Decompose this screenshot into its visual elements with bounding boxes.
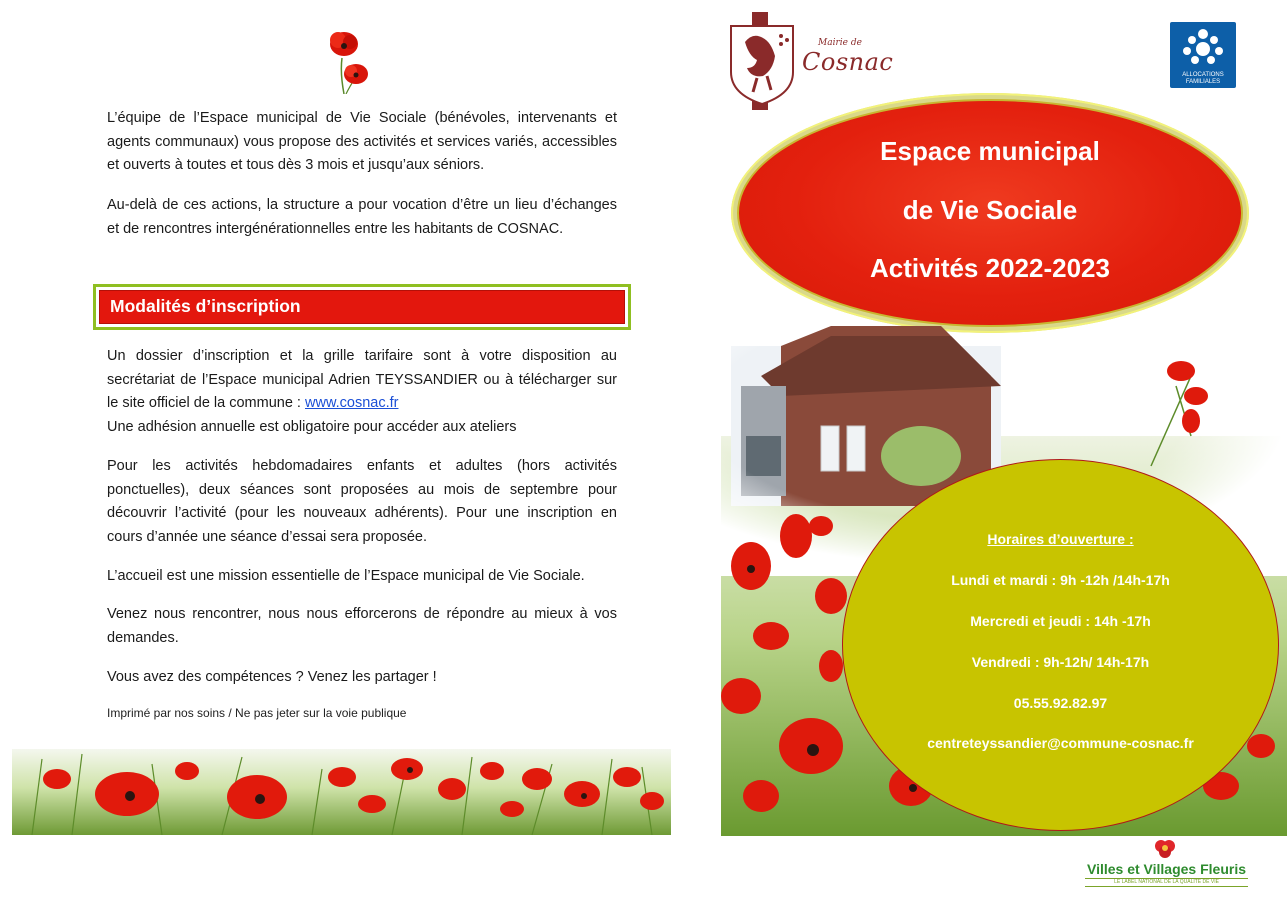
vvf-flower-icon (1153, 838, 1177, 860)
skills-paragraph: Vous avez des compétences ? Venez les partager ! (107, 669, 437, 685)
vvf-label-tagline: LE LABEL NATIONAL DE LA QUALITÉ DE VIE (1085, 878, 1248, 887)
caf-label: ALLOCATIONS FAMILIALES (1182, 72, 1224, 85)
mairie-small-text: Mairie de (818, 38, 862, 48)
welcome-paragraph: L’accueil est une mission essentielle de l’Espace municipal de Vie Sociale. (107, 568, 585, 584)
intro-paragraph: L’équipe de l’Espace municipal de Vie Sociale (bénévoles, intervenants et agents communaux) vous propose des activités et services variés, accessibles et ouverts à toutes et tous dès 3 mois et jusqu’aux séniors. (107, 110, 617, 173)
opening-hours-circle (842, 459, 1279, 831)
email-address: centreteyssandier@commune-cosnac.fr (927, 735, 1194, 751)
vvf-label-name: Villes et Villages Fleuris (1087, 861, 1247, 877)
title-line-2: de Vie Sociale (902, 195, 1078, 225)
print-footnote: Imprimé par nos soins / Ne pas jeter sur la voie publique (107, 706, 407, 720)
vocation-paragraph: Au-delà de ces actions, la structure a pour vocation d’être un lieu d’échanges et de rencontres intergénérationnelles entre les habitants de COSNAC. (107, 197, 617, 237)
registration-text: Un dossier d’inscription et la grille tarifaire sont à votre disposition au secrétariat de l’Espace municipal Adrien TEYSSANDIER ou à télécharger sur le site officiel de la commune : (107, 348, 617, 411)
section-header (93, 284, 631, 330)
hours-heading: Horaires d’ouverture : (987, 531, 1134, 547)
hours-monday-tuesday: Lundi et mardi : 9h -12h /14h-17h (951, 572, 1170, 588)
website-link[interactable]: www.cosnac.fr (305, 395, 399, 411)
registration-paragraph (107, 345, 617, 439)
meet-paragraph: Venez nous rencontrer, nous nous efforcerons de répondre au mieux à vos demandes. (107, 606, 617, 646)
poppy-illustration (320, 28, 376, 94)
phone-number: 05.55.92.82.97 (1013, 695, 1108, 711)
section-title: Modalités d’inscription (99, 290, 625, 324)
hours-friday: Vendredi : 9h-12h/ 14h-17h (971, 654, 1150, 670)
membership-text: Une adhésion annuelle est obligatoire pour accéder aux ateliers (107, 418, 517, 435)
hours-wednesday-thursday: Mercredi et jeudi : 14h -17h (970, 613, 1151, 629)
mairie-name: Cosnac (802, 48, 894, 76)
caf-family-icon (1170, 22, 1236, 72)
title-line-1: Espace municipal (880, 136, 1100, 166)
trial-paragraph: Pour les activités hebdomadaires enfants et adultes (hors activités ponctuelles), deux séances sont proposées au mois de septembre pour découvrir l’activité (pour les nouveaux adhérents). Pour une inscription en cours d’année une séance d’essai sera proposée. (107, 458, 617, 545)
poppy-field-banner (12, 749, 671, 835)
title-line-3: Activités 2022-2023 (870, 253, 1110, 283)
